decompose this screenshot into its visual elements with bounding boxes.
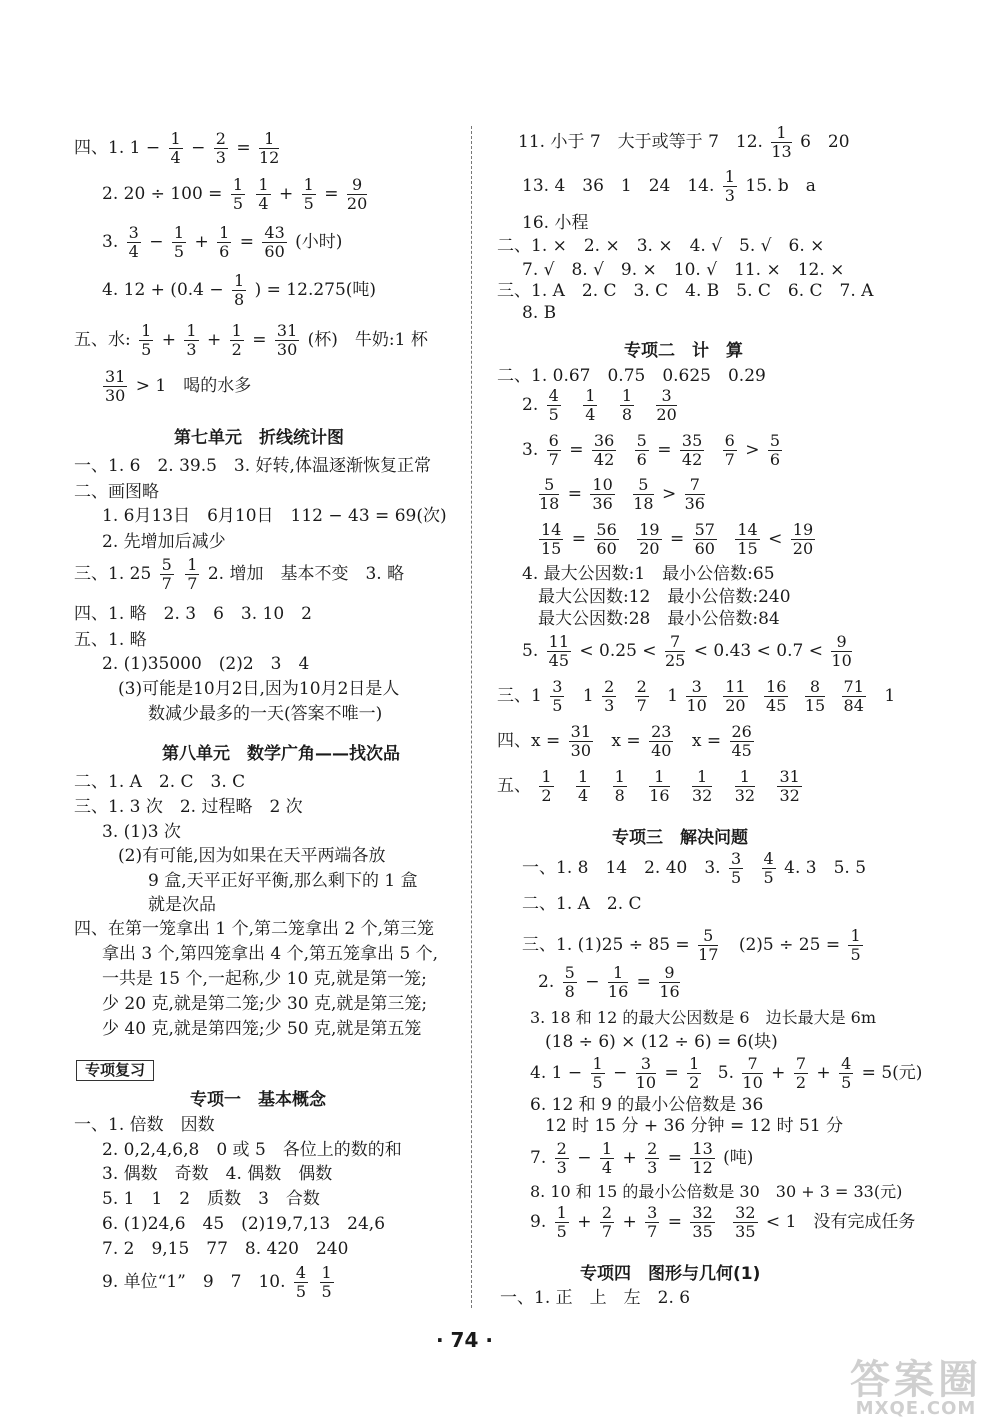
fraction: $\frac{2}{7}$ [636,677,647,715]
unit-heading: 第八单元 数学广角——找次品 [162,744,400,764]
fraction: $\frac{1}{2}$ [541,767,552,805]
fraction: $\frac{1}{32}$ [691,767,713,805]
fraction: $\frac{1}{8}$ [614,767,625,805]
fraction: $\frac{1}{3}$ [724,167,735,205]
answer-line: 2. $\frac{5}{8}$ − $\frac{1}{16}$ = $\frac{9}{16}$ [538,963,680,1001]
fraction: $\frac{3}{10}$ [686,677,707,715]
answer-line: 3. (1)3 次 [102,822,181,842]
answer-line: 五、 $\frac{1}{2}$ $\frac{1}{4}$ $\frac{1}{8}$ $\frac{1}{16}$ $\frac{1}{32}$ $\frac{1}{32}$ $\frac{31}{32}$ [497,767,800,805]
answer-line: 三、1. 25 $\frac{5}{7}$ $\frac{1}{7}$ 2. 增加 基本不变 3. 略 [74,555,405,593]
answer-line: 3. $\frac{3}{4}$ − $\frac{1}{5}$ + $\frac{1}{6}$ = $\frac{43}{60}$ (小时) [102,223,343,261]
fraction: $\frac{7}{36}$ [684,475,705,513]
fraction: $\frac{1}{5}$ [321,1263,332,1301]
answer-line: 四、1. 略 2. 3 6 3. 10 2 [74,604,312,624]
fraction: $\frac{31}{30}$ [276,321,298,359]
fraction: $\frac{1}{5}$ [232,175,243,213]
fraction: $\frac{3}{7}$ [647,1203,658,1241]
fraction: $\frac{5}{18}$ [539,475,560,513]
answer-line: 四、1. 1 − $\frac{1}{4}$ − $\frac{2}{3}$ = $\frac{1}{12}$ [74,129,280,167]
watermark-logo-text: 答案圈 [850,1357,982,1403]
answer-line: 三、1. 3 次 2. 过程略 2 次 [74,797,303,817]
answer-line: 2. 先增加后减少 [102,532,226,552]
answer-line: 5. 1 1 2 质数 3 合数 [102,1189,320,1209]
fraction: $\frac{2}{3}$ [215,129,226,167]
fraction: $\frac{1}{4}$ [170,129,181,167]
answer-line: 三、1. (1)25 ÷ 85 = $\frac{5}{17}$ (2)5 ÷ 25 = $\frac{1}{5}$ [522,926,861,964]
fraction: $\frac{1}{16}$ [649,767,670,805]
fraction: $\frac{7}{25}$ [664,632,686,670]
answer-line: 二、画图略 [74,482,159,502]
answer-line: 11. 小于 7 大于或等于 7 12. $\frac{1}{13}$ 6 20 [518,123,850,161]
fraction: $\frac{19}{20}$ [639,520,660,558]
page-number: · 74 · [436,1328,493,1352]
fraction: $\frac{4}{5}$ [548,386,559,424]
answer-line: 7. $\frac{2}{3}$ − $\frac{1}{4}$ + $\frac{2}{3}$ = $\frac{13}{12}$ (吨) [530,1139,754,1177]
answer-line: $\frac{5}{18}$ = $\frac{10}{36}$ $\frac{5}{18}$ > $\frac{7}{36}$ [539,475,705,513]
answer-line: 16. 小程 [522,213,589,233]
fraction: $\frac{31}{30}$ [105,367,126,405]
fraction: $\frac{5}{8}$ [564,963,575,1001]
fraction: $\frac{6}{7}$ [724,431,735,469]
fraction: $\frac{1}{5}$ [141,321,152,359]
answer-line: 6. 12 和 9 的最小公倍数是 36 [530,1095,764,1115]
fraction: $\frac{8}{15}$ [804,677,826,715]
fraction: $\frac{2}{7}$ [601,1203,613,1241]
fraction: $\frac{1}{2}$ [231,321,242,359]
section-heading: 专项一 基本概念 [190,1090,326,1110]
fraction: $\frac{19}{20}$ [792,520,814,558]
fraction: $\frac{1}{8}$ [234,271,245,309]
answer-line: 四、x = $\frac{31}{30}$ x = $\frac{23}{40}$ x = $\frac{26}{45}$ [497,722,752,760]
answer-line: 8. B [522,303,557,323]
watermark-logo [850,1357,982,1419]
fraction: $\frac{32}{35}$ [735,1203,756,1241]
fraction: $\frac{43}{60}$ [264,223,285,261]
fraction: $\frac{2}{3}$ [647,1139,658,1177]
unit-heading: 第七单元 折线统计图 [174,428,344,448]
answer-line: 4. 最大公因数:1 最小公倍数:65 [522,564,775,584]
fraction: $\frac{4}{5}$ [295,1263,307,1301]
fraction: $\frac{1}{6}$ [219,223,230,261]
answer-line: 2. 0,2,4,6,8 0 或 5 各位上的数的和 [102,1140,402,1160]
answer-line: (3)可能是10月2日,因为10月2日是人 [118,679,400,699]
answer-line: 少 20 克,就是第二笼;少 30 克,就是第三笼; [102,994,428,1014]
answer-line: 数减少最多的一天(答案不唯一) [148,704,383,724]
answer-line: 9 盒,天平正好平衡,那么剩下的 1 盒 [148,871,418,891]
section-heading: 专项四 图形与几何(1) [580,1264,761,1284]
fraction: $\frac{31}{32}$ [779,767,800,805]
fraction: $\frac{14}{15}$ [541,520,562,558]
answer-line: 7. √ 8. √ 9. × 10. √ 11. × 12. × [522,260,845,280]
answer-line: 拿出 3 个,第四笼拿出 4 个,第五笼拿出 5 个, [102,944,439,964]
answer-line: 二、1. × 2. × 3. × 4. √ 5. √ 6. × [497,236,825,256]
fraction: $\frac{36}{42}$ [593,431,615,469]
fraction: $\frac{1}{5}$ [173,223,185,261]
fraction: $\frac{10}{36}$ [592,475,613,513]
fraction: $\frac{1}{7}$ [187,555,198,593]
fraction: $\frac{5}{18}$ [633,475,654,513]
fraction: $\frac{7}{2}$ [795,1054,807,1092]
fraction: $\frac{1}{8}$ [621,386,633,424]
fraction: $\frac{9}{16}$ [659,963,680,1001]
section-heading: 专项三 解决问题 [612,828,748,848]
answer-line: 一、1. 8 14 2. 40 3. $\frac{3}{5}$ $\frac{4}{5}$ 4. 3 5. 5 [522,849,867,887]
fraction: $\frac{32}{35}$ [692,1203,713,1241]
fraction: $\frac{31}{30}$ [570,722,592,760]
answer-line: 3. $\frac{6}{7}$ = $\frac{36}{42}$ $\frac{5}{6}$ = $\frac{35}{42}$ $\frac{6}{7}$ > $\frac{5}{6}$ [522,431,781,469]
answer-line: 二、1. 0.67 0.75 0.625 0.29 [497,366,766,386]
answer-line: 1. 6月13日 6月10日 112 − 43 = 69(次) [102,506,447,526]
fraction: $\frac{23}{40}$ [651,722,672,760]
fraction: $\frac{14}{15}$ [737,520,758,558]
fraction: $\frac{4}{5}$ [841,1054,852,1092]
fraction: $\frac{11}{45}$ [548,632,569,670]
answer-line: (2)有可能,因为如果在天平两端各放 [118,846,386,866]
column-divider [471,126,472,1308]
fraction: $\frac{1}{12}$ [259,129,280,167]
fraction: $\frac{1}{16}$ [607,963,629,1001]
fraction: $\frac{3}{4}$ [128,223,139,261]
fraction: $\frac{71}{84}$ [843,677,864,715]
answer-line: 12 时 15 分 + 36 分钟 = 12 时 51 分 [545,1116,844,1136]
fraction: $\frac{1}{4}$ [601,1139,613,1177]
fraction: $\frac{1}{5}$ [556,1203,567,1241]
fraction: $\frac{16}{45}$ [766,677,787,715]
fraction: $\frac{1}{5}$ [850,926,861,964]
answer-line: (18 ÷ 6) × (12 ÷ 6) = 6(块) [545,1032,778,1052]
answer-line: 二、1. A 2. C 3. C [74,772,246,792]
fraction: $\frac{1}{5}$ [592,1054,603,1092]
answer-line: 一、1. 倍数 因数 [74,1115,215,1135]
fraction: $\frac{1}{4}$ [258,175,269,213]
fraction: $\frac{57}{60}$ [694,520,715,558]
fraction: $\frac{4}{5}$ [763,849,774,887]
fraction: $\frac{13}{12}$ [692,1139,713,1177]
fraction: $\frac{1}{3}$ [186,321,197,359]
answer-line: 9. 单位“1” 9 7 10. $\frac{4}{5}$ $\frac{1}{5}$ [102,1263,332,1301]
answer-line: $\frac{31}{30}$ > 1 喝的水多 [105,367,252,405]
fraction: $\frac{56}{60}$ [596,520,617,558]
answer-line: 一、1. 6 2. 39.5 3. 好转,体温逐渐恢复正常 [74,456,431,476]
fraction: $\frac{3}{5}$ [730,849,742,887]
answer-line: 9. $\frac{1}{5}$ + $\frac{2}{7}$ + $\frac{3}{7}$ = $\frac{32}{35}$ $\frac{32}{35}$ < 1 没有完成任务 [530,1203,916,1241]
fraction: $\frac{35}{42}$ [681,431,703,469]
fraction: $\frac{1}{13}$ [771,123,792,161]
fraction: $\frac{2}{3}$ [556,1139,567,1177]
fraction: $\frac{11}{20}$ [725,677,746,715]
answer-line: 就是次品 [148,895,216,915]
fraction: $\frac{7}{10}$ [742,1054,763,1092]
fraction: $\frac{3}{20}$ [656,386,677,424]
fraction: $\frac{1}{32}$ [734,767,756,805]
fraction: $\frac{9}{20}$ [346,175,368,213]
answer-line: 6. (1)24,6 45 (2)19,7,13 24,6 [102,1214,386,1234]
section-heading: 专项二 计 算 [624,341,743,361]
watermark-site: MXQE.COM [855,1398,977,1419]
answer-line: 13. 4 36 1 24 14. $\frac{1}{3}$ 15. b a [522,167,816,205]
fraction: $\frac{1}{2}$ [689,1054,700,1092]
answer-line: 4. 12 + (0.4 − $\frac{1}{8}$ ) = 12.275(吨) [102,271,377,309]
answer-line: 2. (1)35000 (2)2 3 4 [102,654,310,674]
section-tag: 专项复习 [76,1060,154,1081]
answer-line: 4. 1 − $\frac{1}{5}$ − $\frac{3}{10}$ = $\frac{1}{2}$ 5. $\frac{7}{10}$ + $\frac{7}{2}$ + $\frac{4}{5}$ = 5(元) [530,1054,923,1092]
answer-line: 一、1. 正 上 左 2. 6 [500,1288,691,1308]
fraction: $\frac{26}{45}$ [731,722,752,760]
answer-line: 3. 偶数 奇数 4. 偶数 偶数 [102,1164,333,1184]
answer-line: 五、1. 略 [74,630,147,650]
fraction: $\frac{5}{6}$ [769,431,781,469]
fraction: $\frac{1}{4}$ [585,386,596,424]
answer-line: 少 40 克,就是第四笼;少 50 克,就是第五笼 [102,1019,422,1039]
answer-line: 最大公因数:12 最小公倍数:240 [538,587,791,607]
answer-line: 二、1. A 2. C [522,894,642,914]
fraction: $\frac{6}{7}$ [548,431,559,469]
answer-line: 3. 18 和 12 的最大公因数是 6 边长最大是 6m [530,1008,877,1027]
fraction: $\frac{1}{4}$ [578,767,589,805]
fraction: $\frac{5}{7}$ [161,555,172,593]
fraction: $\frac{9}{10}$ [831,632,852,670]
fraction: $\frac{3}{10}$ [635,1054,657,1092]
answer-line: 8. 10 和 15 的最小公倍数是 30 30 + 3 = 33(元) [530,1182,903,1201]
answer-line: 一共是 15 个,一起称,少 10 克,就是第一笼; [102,969,427,989]
answer-line: 最大公因数:28 最小公倍数:84 [538,609,780,629]
answer-line: 7. 2 9,15 77 8. 420 240 [102,1239,349,1259]
answer-line: 三、1 $\frac{3}{5}$ 1 $\frac{2}{3}$ $\frac{2}{7}$ 1 $\frac{3}{10}$ $\frac{11}{20}$ $\frac{16}{45}$ $\frac{8}{15}$ $\frac{71}{84}$ 1 [497,677,896,715]
fraction: $\frac{3}{5}$ [552,677,563,715]
fraction: $\frac{5}{6}$ [636,431,647,469]
answer-line: $\frac{14}{15}$ = $\frac{56}{60}$ $\frac{19}{20}$ = $\frac{57}{60}$ $\frac{14}{15}$ < $\frac{19}{20}$ [541,520,814,558]
answer-line: 三、1. A 2. C 3. C 4. B 5. C 6. C 7. A [497,281,874,301]
fraction: $\frac{1}{5}$ [303,175,314,213]
answer-line: 四、在第一笼拿出 1 个,第二笼拿出 2 个,第三笼 [74,919,435,939]
answer-line: 2. 20 ÷ 100 = $\frac{1}{5}$ $\frac{1}{4}$ + $\frac{1}{5}$ = $\frac{9}{20}$ [102,175,368,213]
fraction: $\frac{2}{3}$ [604,677,615,715]
answer-line: 五、水: $\frac{1}{5}$ + $\frac{1}{3}$ + $\frac{1}{2}$ = $\frac{31}{30}$ (杯) 牛奶:1 杯 [74,321,428,359]
fraction: $\frac{5}{17}$ [698,926,719,964]
answer-line: 2. $\frac{4}{5}$ $\frac{1}{4}$ $\frac{1}{8}$ $\frac{3}{20}$ [522,386,677,424]
answer-line: 5. $\frac{11}{45}$ < 0.25 < $\frac{7}{25}$ < 0.43 < 0.7 < $\frac{9}{10}$ [522,632,852,670]
